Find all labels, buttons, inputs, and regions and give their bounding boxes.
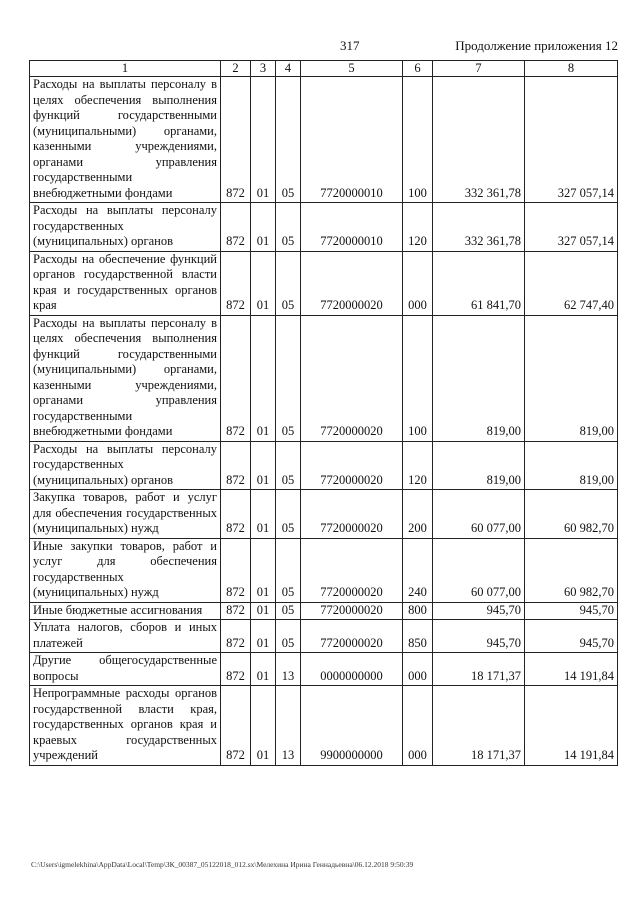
- expense-type-code-cell: 800: [403, 602, 433, 620]
- column-number: 3: [251, 61, 276, 77]
- target-item-code-cell: 7720000010: [301, 203, 403, 252]
- amount-year2-cell: 60 982,70: [525, 538, 618, 602]
- column-number: 5: [301, 61, 403, 77]
- department-code-cell: 872: [221, 251, 251, 315]
- subsection-code-cell: 05: [276, 441, 301, 490]
- subsection-code-cell: 05: [276, 251, 301, 315]
- amount-year1-cell: 945,70: [433, 602, 525, 620]
- subsection-code-cell: 05: [276, 203, 301, 252]
- table-row: [30, 538, 618, 602]
- amount-year2-cell: 819,00: [525, 441, 618, 490]
- expense-name-cell: Закупка товаров, работ и услуг для обеспечения государственных (муниципальных) нужд: [30, 490, 221, 539]
- table-row: [30, 653, 618, 686]
- subsection-code-cell: 05: [276, 620, 301, 653]
- amount-year2-cell: 819,00: [525, 315, 618, 441]
- expense-type-code-cell: 120: [403, 203, 433, 252]
- department-code-cell: 872: [221, 538, 251, 602]
- table-row: [30, 602, 618, 620]
- column-number: 7: [433, 61, 525, 77]
- subsection-code-cell: 05: [276, 77, 301, 203]
- section-code-cell: 01: [251, 203, 276, 252]
- section-code-cell: 01: [251, 315, 276, 441]
- target-item-code-cell: 9900000000: [301, 686, 403, 766]
- amount-year2-cell: 945,70: [525, 620, 618, 653]
- expense-type-code-cell: 120: [403, 441, 433, 490]
- amount-year2-cell: 62 747,40: [525, 251, 618, 315]
- amount-year1-cell: 18 171,37: [433, 686, 525, 766]
- amount-year1-cell: 819,00: [433, 315, 525, 441]
- table-row: [30, 490, 618, 539]
- department-code-cell: 872: [221, 77, 251, 203]
- file-path-footer: C:\Users\igmelekhina\AppData\Local\Temp\ЗК_00387_05122018_012.sx\Мелехина Ирина Геннадьевна\06.12.2018 9:50:39: [31, 860, 414, 869]
- page-number: 317: [340, 38, 360, 53]
- column-number: 6: [403, 61, 433, 77]
- department-code-cell: 872: [221, 602, 251, 620]
- table-row: [30, 251, 618, 315]
- column-number: 1: [30, 61, 221, 77]
- section-code-cell: 01: [251, 686, 276, 766]
- expense-type-code-cell: 200: [403, 490, 433, 539]
- expense-name-cell: Иные бюджетные ассигнования: [30, 602, 221, 620]
- amount-year1-cell: 60 077,00: [433, 490, 525, 539]
- target-item-code-cell: 7720000020: [301, 490, 403, 539]
- expense-type-code-cell: 240: [403, 538, 433, 602]
- table-row: [30, 315, 618, 441]
- expense-name-cell: Расходы на выплаты персоналу в целях обеспечения выполнения функций государственными (муниципальными) органами, казенными учреждениями, органами управления государственными внебюджетными фондами: [30, 315, 221, 441]
- column-number: 2: [221, 61, 251, 77]
- section-code-cell: 01: [251, 538, 276, 602]
- subsection-code-cell: 05: [276, 602, 301, 620]
- target-item-code-cell: 7720000020: [301, 441, 403, 490]
- amount-year2-cell: 327 057,14: [525, 77, 618, 203]
- section-code-cell: 01: [251, 620, 276, 653]
- amount-year1-cell: 819,00: [433, 441, 525, 490]
- amount-year2-cell: 327 057,14: [525, 203, 618, 252]
- expense-type-code-cell: 000: [403, 686, 433, 766]
- department-code-cell: 872: [221, 653, 251, 686]
- target-item-code-cell: 7720000020: [301, 538, 403, 602]
- continuation-label: Продолжение приложения 12: [455, 38, 618, 53]
- department-code-cell: 872: [221, 441, 251, 490]
- target-item-code-cell: 0000000000: [301, 653, 403, 686]
- expense-name-cell: Расходы на выплаты персоналу государственных (муниципальных) органов: [30, 441, 221, 490]
- expense-name-cell: Уплата налогов, сборов и иных платежей: [30, 620, 221, 653]
- section-code-cell: 01: [251, 490, 276, 539]
- table-row: [30, 77, 618, 203]
- table-row: [30, 203, 618, 252]
- subsection-code-cell: 05: [276, 538, 301, 602]
- target-item-code-cell: 7720000020: [301, 251, 403, 315]
- subsection-code-cell: 05: [276, 315, 301, 441]
- column-number-row: [30, 61, 618, 77]
- expense-name-cell: Расходы на выплаты персоналу государственных (муниципальных) органов: [30, 203, 221, 252]
- table-row: [30, 441, 618, 490]
- subsection-code-cell: 05: [276, 490, 301, 539]
- amount-year1-cell: 332 361,78: [433, 203, 525, 252]
- amount-year1-cell: 61 841,70: [433, 251, 525, 315]
- department-code-cell: 872: [221, 203, 251, 252]
- amount-year1-cell: 332 361,78: [433, 77, 525, 203]
- department-code-cell: 872: [221, 620, 251, 653]
- amount-year2-cell: 945,70: [525, 602, 618, 620]
- expense-name-cell: Иные закупки товаров, работ и услуг для обеспечения государственных (муниципальных) нужд: [30, 538, 221, 602]
- expense-name-cell: Расходы на обеспечение функций органов государственной власти края и государственных органов края: [30, 251, 221, 315]
- target-item-code-cell: 7720000020: [301, 620, 403, 653]
- amount-year1-cell: 60 077,00: [433, 538, 525, 602]
- expense-type-code-cell: 100: [403, 315, 433, 441]
- amount-year2-cell: 14 191,84: [525, 686, 618, 766]
- amount-year2-cell: 14 191,84: [525, 653, 618, 686]
- department-code-cell: 872: [221, 490, 251, 539]
- table-row: [30, 620, 618, 653]
- section-code-cell: 01: [251, 77, 276, 203]
- subsection-code-cell: 13: [276, 686, 301, 766]
- expense-type-code-cell: 100: [403, 77, 433, 203]
- column-number: 8: [525, 61, 618, 77]
- target-item-code-cell: 7720000020: [301, 315, 403, 441]
- amount-year1-cell: 945,70: [433, 620, 525, 653]
- expense-type-code-cell: 000: [403, 251, 433, 315]
- expense-type-code-cell: 000: [403, 653, 433, 686]
- amount-year2-cell: 60 982,70: [525, 490, 618, 539]
- expense-name-cell: Другие общегосударственные вопросы: [30, 653, 221, 686]
- section-code-cell: 01: [251, 653, 276, 686]
- section-code-cell: 01: [251, 602, 276, 620]
- budget-table: [29, 60, 618, 766]
- subsection-code-cell: 13: [276, 653, 301, 686]
- target-item-code-cell: 7720000010: [301, 77, 403, 203]
- expense-name-cell: Расходы на выплаты персоналу в целях обеспечения выполнения функций государственными (муниципальными) органами, казенными учреждениями, органами управления государственными внебюджетными фондами: [30, 77, 221, 203]
- column-number: 4: [276, 61, 301, 77]
- section-code-cell: 01: [251, 251, 276, 315]
- amount-year1-cell: 18 171,37: [433, 653, 525, 686]
- expense-type-code-cell: 850: [403, 620, 433, 653]
- table-row: [30, 686, 618, 766]
- section-code-cell: 01: [251, 441, 276, 490]
- target-item-code-cell: 7720000020: [301, 602, 403, 620]
- expense-name-cell: Непрограммные расходы органов государственной власти края, государственных органов края и краевых государственных учреждений: [30, 686, 221, 766]
- department-code-cell: 872: [221, 686, 251, 766]
- department-code-cell: 872: [221, 315, 251, 441]
